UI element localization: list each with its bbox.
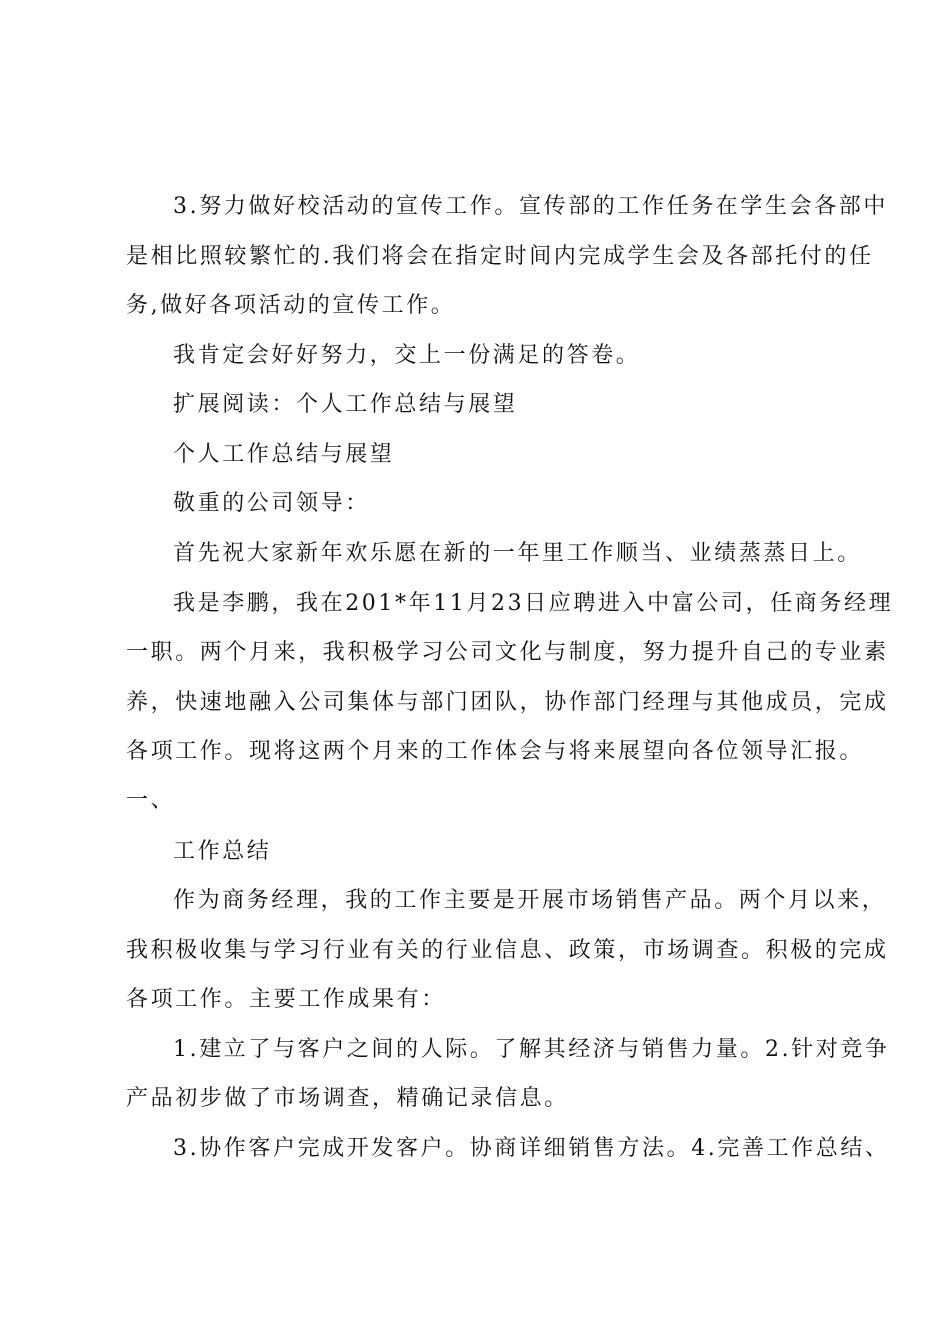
section-title: 个人工作总结与展望 [173,442,395,467]
paragraph-line: 3.努力做好校活动的宣传工作。宣传部的工作任务在学生会各部中 [173,194,888,219]
list-item: 3.协作客户完成开发客户。协商详细销售方法。4.完善工作总结、 [173,1136,890,1161]
paragraph-line: 我肯定会好好努力，交上一份满足的答卷。 [173,343,641,368]
paragraph-line: 是相比照较繁忙的.我们将会在指定时间内完成学生会及各部托付的任 [126,244,874,269]
section-heading: 工作总结 [173,839,272,864]
paragraph-line: 养，快速地融入公司集体与部门团队，协作部门经理与其他成员，完成 [126,690,889,715]
list-item-continued: 产品初步做了市场调查，精确记录信息。 [126,1086,569,1111]
paragraph-line: 首先祝大家新年欢乐愿在新的一年里工作顺当、业绩蒸蒸日上。 [173,541,862,566]
paragraph-line: 我积极收集与学习行业有关的行业信息、政策，市场调查。积极的完成 [126,938,889,963]
heading-extended-reading: 扩展阅读：个人工作总结与展望 [173,392,518,417]
paragraph-line: 各项工作。主要工作成果有： [126,987,446,1012]
paragraph-line: 我是李鹏，我在201*年11月23日应聘进入中富公司，任商务经理 [173,591,894,616]
salutation: 敬重的公司领导： [173,491,370,516]
list-item: 1.建立了与客户之间的人际。了解其经济与销售力量。2.针对竞争 [173,1037,890,1062]
paragraph-line: 各项工作。现将这两个月来的工作体会与将来展望向各位领导汇报。 [126,739,865,764]
paragraph-line: 一职。两个月来，我积极学习公司文化与制度，努力提升自己的专业素 [126,640,889,665]
paragraph-line: 作为商务经理，我的工作主要是开展市场销售产品。两个月以来， [173,888,887,913]
section-number: 一、 [126,788,176,813]
paragraph-line: 务,做好各项活动的宣传工作。 [126,293,456,318]
